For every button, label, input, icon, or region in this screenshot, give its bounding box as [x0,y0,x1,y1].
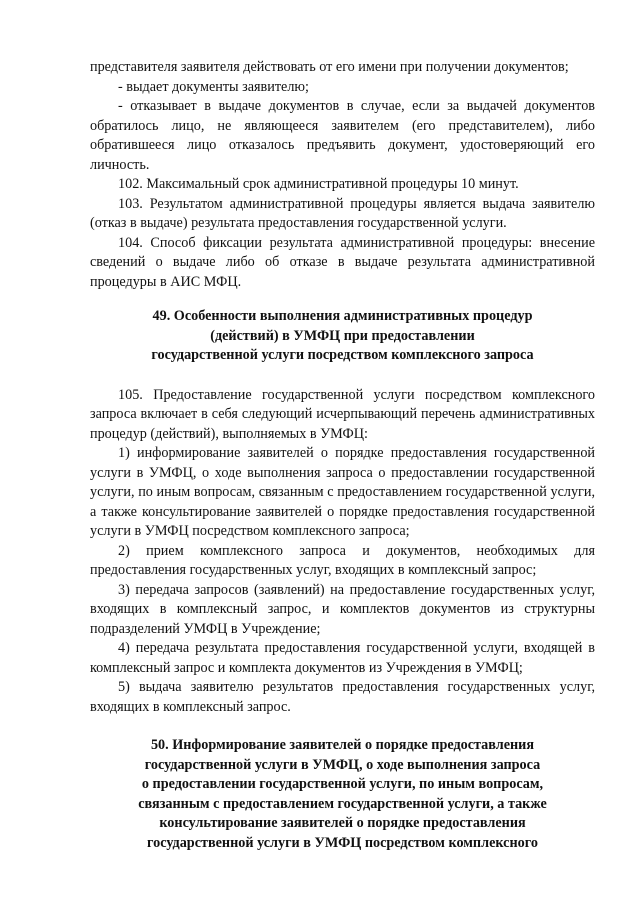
heading-50-line: государственной услуги в УМФЦ, о ходе выполнения запроса [144,756,541,773]
heading-50-line: 50. Информирование заявителей о порядке предоставления [150,737,535,753]
list-item-1: 1) информирование заявителей о порядке предоставления государственной услуги в УМФЦ, о ходе выполнения запроса о предоставлении государственной услуги, по иным вопросам, связанным с предоставлением государственной услуги, а также консультирование заявителей о порядке предоставления государственной услуги в УМФЦ посредством комплексного запроса; [90,445,595,539]
paragraph-104: 104. Способ фиксации результата административной процедуры: внесение сведений о выдаче либо об отказе в выдаче результата административной процедуры в АИС МФЦ. [90,234,595,290]
heading-50-line: связанным с предоставлением государственной услуги, а также [138,795,547,812]
paragraph-105: 105. Предоставление государственной услуги посредством комплексного запроса включает в себя следующий исчерпывающий перечень административных процедур (действий), выполняемых в УМФЦ: [90,386,595,442]
document-page [90,58,595,853]
list-item-2: 2) прием комплексного запроса и документов, необходимых для предоставления государственных услуг, входящих в комплексный запрос; [90,542,595,578]
heading-49-line: 49. Особенности выполнения административных процедур [152,308,533,324]
heading-50-line: государственной услуги в УМФЦ посредством комплексного [147,834,538,851]
paragraph-issue-documents: - выдает документы заявителю; [118,78,309,95]
paragraph-102: 102. Максимальный срок административной процедуры 10 минут. [118,176,519,192]
list-item-3: 3) передача запросов (заявлений) на предоставление государственных услуг, входящих в комплексный запрос, и комплектов документов из структурны подразделений УМФЦ в Учреждение; [90,581,595,637]
heading-49-line: государственной услуги посредством комплексного запроса [151,347,534,363]
list-item-5: 5) выдача заявителю результатов предоставления государственных услуг, входящих в комплексный запрос. [90,679,595,715]
paragraph-continuation: представителя заявителя действовать от его имени при получении документов; [90,59,569,75]
heading-50-line: о предоставлении государственной услуги, по иным вопросам, [141,776,544,792]
paragraph-103: 103. Результатом административной процедуры является выдача заявителю (отказ в выдаче) результата предоставления государственной услуги. [90,195,595,231]
paragraph-refuse-issue: - отказывает в выдаче документов в случае, если за выдачей документов обратилось лицо, не являющееся заявителем (его представителем), либо обратившееся лицо отказалось предъявить документ, удостоверяющий его личность. [90,98,595,173]
section-heading-49 [90,307,595,366]
heading-49-line: (действий) в УМФЦ при предоставлении [210,327,475,344]
section-heading-50 [90,736,595,853]
list-item-4: 4) передача результата предоставления государственной услуги, входящей в комплексный запрос и комплекта документов из Учреждения в УМФЦ; [90,640,595,676]
heading-50-line: консультирование заявителей о порядке предоставления [159,815,526,831]
